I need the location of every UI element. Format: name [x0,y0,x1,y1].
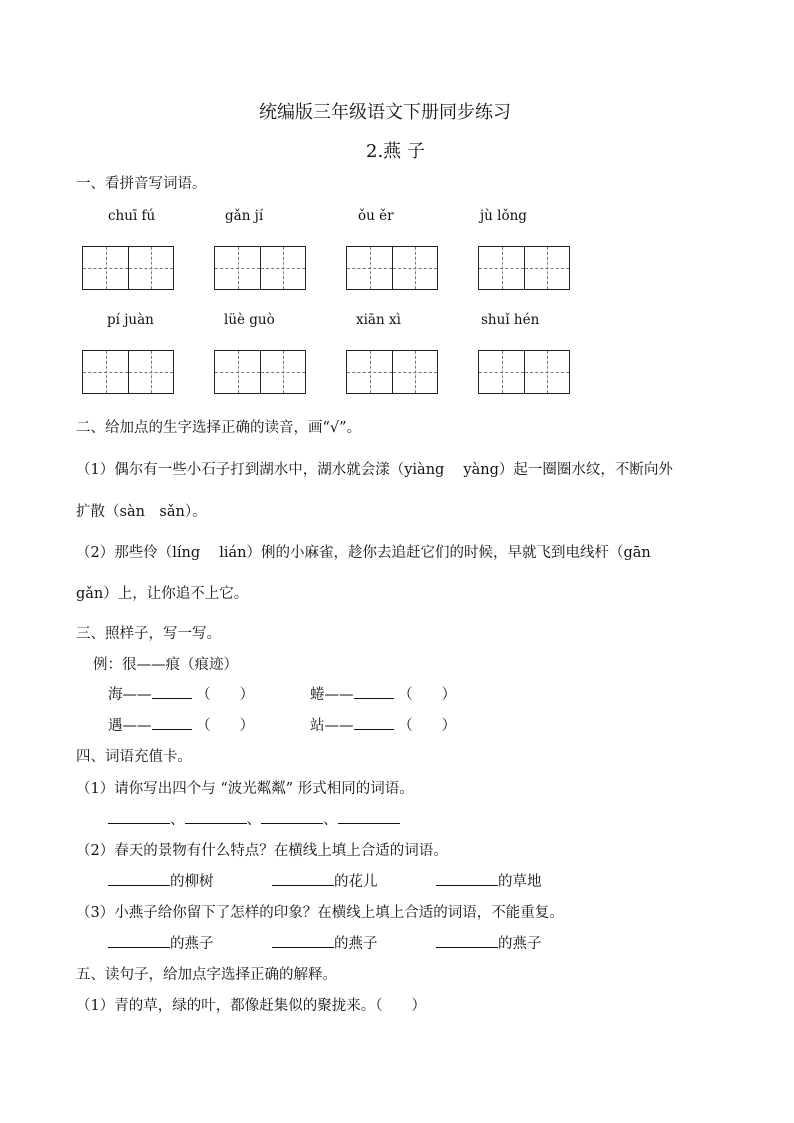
answer-blank[interactable] [108,933,170,948]
answer-blank[interactable] [108,871,170,886]
fill-item [108,870,214,891]
answer-blank[interactable] [152,684,192,699]
separator: 、 [246,812,261,828]
answer-blank[interactable] [108,809,170,824]
answer-blank[interactable] [272,933,334,948]
fill-word: 的柳树 [170,874,214,890]
fill-item [108,932,214,953]
question-text[interactable]: （2）那些伶（líng lián）俐的小麻雀，趁你去追赶它们的时候，早就飞到电线杆（gān [76,545,651,561]
exercise-item [310,683,456,704]
answer-blank[interactable] [272,871,334,886]
section-3-heading: 三、照样子，写一写。 [76,626,221,642]
pinyin-label: gǎn jí [225,208,264,224]
tian-grid[interactable] [82,246,174,290]
tian-grid[interactable] [478,350,570,394]
answer-blank[interactable] [185,809,247,824]
answer-blank[interactable] [436,871,498,886]
exercise-item [310,714,456,735]
pinyin-label: chuī fú [108,208,156,224]
answer-paren[interactable]: （ ） [398,718,457,734]
answer-paren[interactable]: （ ） [398,687,457,703]
question-text[interactable]: gǎn）上，让你追不上它。 [76,586,249,602]
fill-word: 的花儿 [334,874,378,890]
fill-word: 的燕子 [334,936,378,952]
tian-grid[interactable] [478,246,570,290]
page-title: 统编版三年级语文下册同步练习 [259,102,511,123]
answer-blank[interactable] [436,933,498,948]
answer-blank[interactable] [354,684,394,699]
pinyin-label: lüè guò [224,312,275,328]
answer-blank[interactable] [261,809,323,824]
fill-item [436,870,542,891]
tian-grid[interactable] [346,350,438,394]
fill-word: 的燕子 [498,936,542,952]
fill-word: 的燕子 [170,936,214,952]
tian-grid[interactable] [82,350,174,394]
question-text[interactable]: （1）青的草，绿的叶，都像赶集似的聚拢来。（ ） [76,998,426,1014]
example-text: 例：很——痕（痕迹） [93,657,238,673]
section-5-heading: 五、读句子，给加点字选择正确的解释。 [76,967,337,983]
pinyin-label: pí juàn [107,312,154,328]
pinyin-label: ǒu ěr [358,208,394,224]
tian-grid[interactable] [214,246,306,290]
question-text[interactable]: 扩散（sàn sǎn）。 [76,504,207,520]
section-4-heading: 四、词语充值卡。 [76,749,192,765]
item-char: 遇—— [108,718,152,734]
answer-blank[interactable] [354,715,394,730]
tian-grid[interactable] [346,246,438,290]
separator: 、 [170,812,185,828]
pinyin-label: xiān xì [356,312,401,328]
item-char: 蜷—— [310,687,354,703]
question-text: （1）请你写出四个与 “波光粼粼” 形式相同的词语。 [76,781,414,797]
tian-grid[interactable] [214,350,306,394]
pinyin-label: jù lǒng [480,208,527,224]
exercise-item [108,683,254,704]
separator: 、 [323,812,338,828]
question-text: （2）春天的景物有什么特点？在横线上填上合适的词语。 [76,843,448,859]
fill-item [272,932,378,953]
fill-word: 的草地 [498,874,542,890]
section-1-heading: 一、看拼音写词语。 [76,176,207,192]
answer-blank[interactable] [152,715,192,730]
fill-item [436,932,542,953]
item-char: 站—— [310,718,354,734]
question-text[interactable]: （1）偶尔有一些小石子打到湖水中，湖水就会漾（yiàng yàng）起一圈圈水纹，不断向外 [76,462,673,478]
question-text: （3）小燕子给你留下了怎样的印象？在横线上填上合适的词语，不能重复。 [76,905,564,921]
answer-row [108,808,400,829]
item-char: 海—— [108,687,152,703]
lesson-title: 2.燕 子 [366,141,425,162]
fill-item [272,870,378,891]
pinyin-label: shuǐ hén [481,312,540,328]
answer-paren[interactable]: （ ） [196,718,255,734]
answer-paren[interactable]: （ ） [196,687,255,703]
exercise-item [108,714,254,735]
answer-blank[interactable] [338,809,400,824]
section-2-heading: 二、给加点的生字选择正确的读音，画“√”。 [76,420,362,436]
